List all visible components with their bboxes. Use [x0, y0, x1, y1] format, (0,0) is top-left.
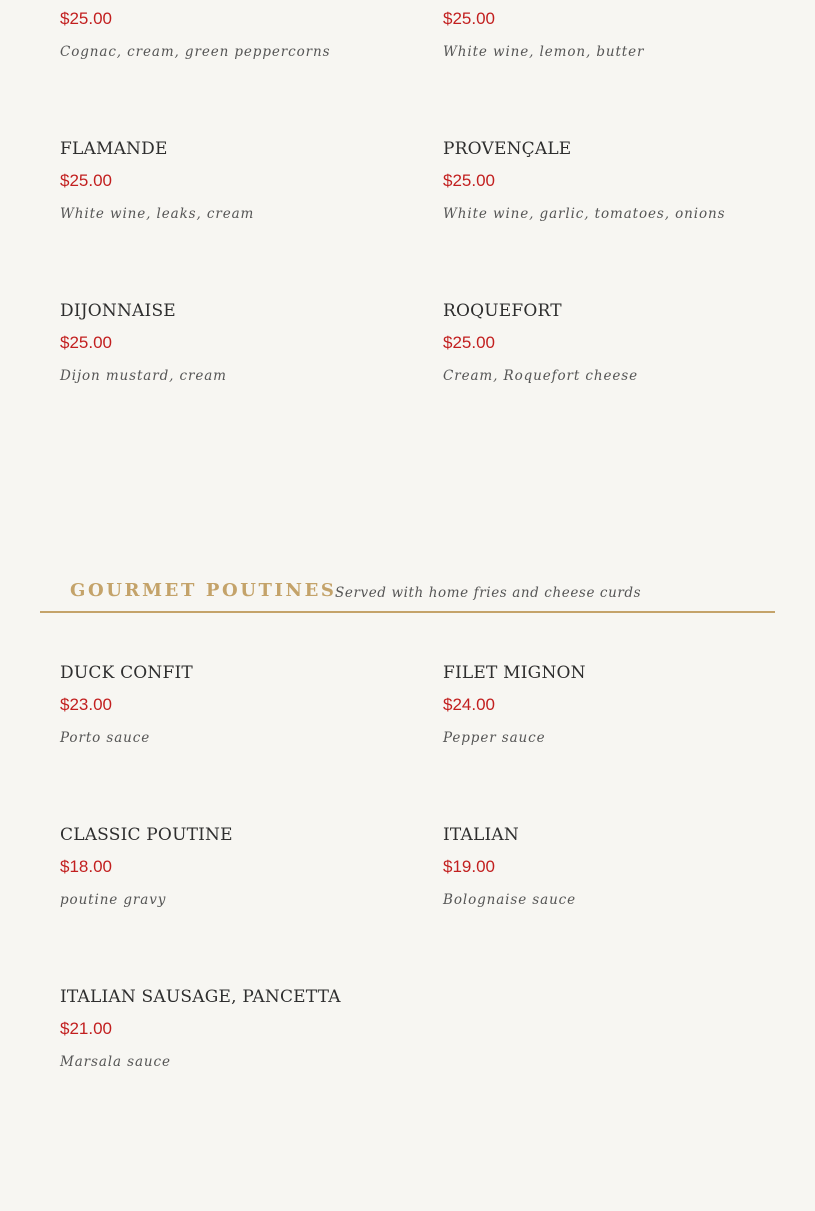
menu-item-description: White wine, lemon, butter [443, 44, 645, 60]
menu-item-name: FILET MIGNON [443, 663, 586, 683]
menu-item-name: ROQUEFORT [443, 301, 562, 321]
section-title: GOURMET POUTINES [70, 580, 337, 601]
menu-item-description: poutine gravy [60, 892, 167, 908]
menu-item-price: $25.00 [60, 9, 112, 28]
menu-item-price: $24.00 [443, 695, 495, 714]
menu-item-description: White wine, leaks, cream [60, 206, 255, 222]
menu-item-price: $19.00 [443, 857, 495, 876]
menu-item-price: $25.00 [443, 171, 495, 190]
menu-item-description: Bolognaise sauce [443, 892, 577, 908]
menu-item-name: PROVENÇALE [443, 139, 572, 159]
menu-item-description: Cognac, cream, green peppercorns [60, 44, 331, 60]
menu-item-price: $21.00 [60, 1019, 112, 1038]
menu-item-price: $25.00 [443, 333, 495, 352]
menu-item-name: DIJONNAISE [60, 301, 176, 321]
menu-item-name: FLAMANDE [60, 139, 168, 159]
menu-item-description: Marsala sauce [60, 1054, 171, 1070]
section-header-poutines [40, 575, 775, 613]
menu-item-name: ITALIAN SAUSAGE, PANCETTA [60, 987, 341, 1007]
menu-item-price: $18.00 [60, 857, 112, 876]
section-subtitle: Served with home fries and cheese curds [335, 585, 642, 601]
menu-item-price: $23.00 [60, 695, 112, 714]
menu-item-name: ITALIAN [443, 825, 519, 845]
menu-item-price: $25.00 [60, 333, 112, 352]
menu-item-description: Pepper sauce [443, 730, 546, 746]
menu-item-description: White wine, garlic, tomatoes, onions [443, 206, 726, 222]
menu-item-price: $25.00 [60, 171, 112, 190]
menu-item-name: DUCK CONFIT [60, 663, 193, 683]
menu-item-name: CLASSIC POUTINE [60, 825, 233, 845]
menu-item-description: Dijon mustard, cream [60, 368, 227, 384]
menu-item-price: $25.00 [443, 9, 495, 28]
menu-item-description: Cream, Roquefort cheese [443, 368, 638, 384]
menu-item-description: Porto sauce [60, 730, 151, 746]
